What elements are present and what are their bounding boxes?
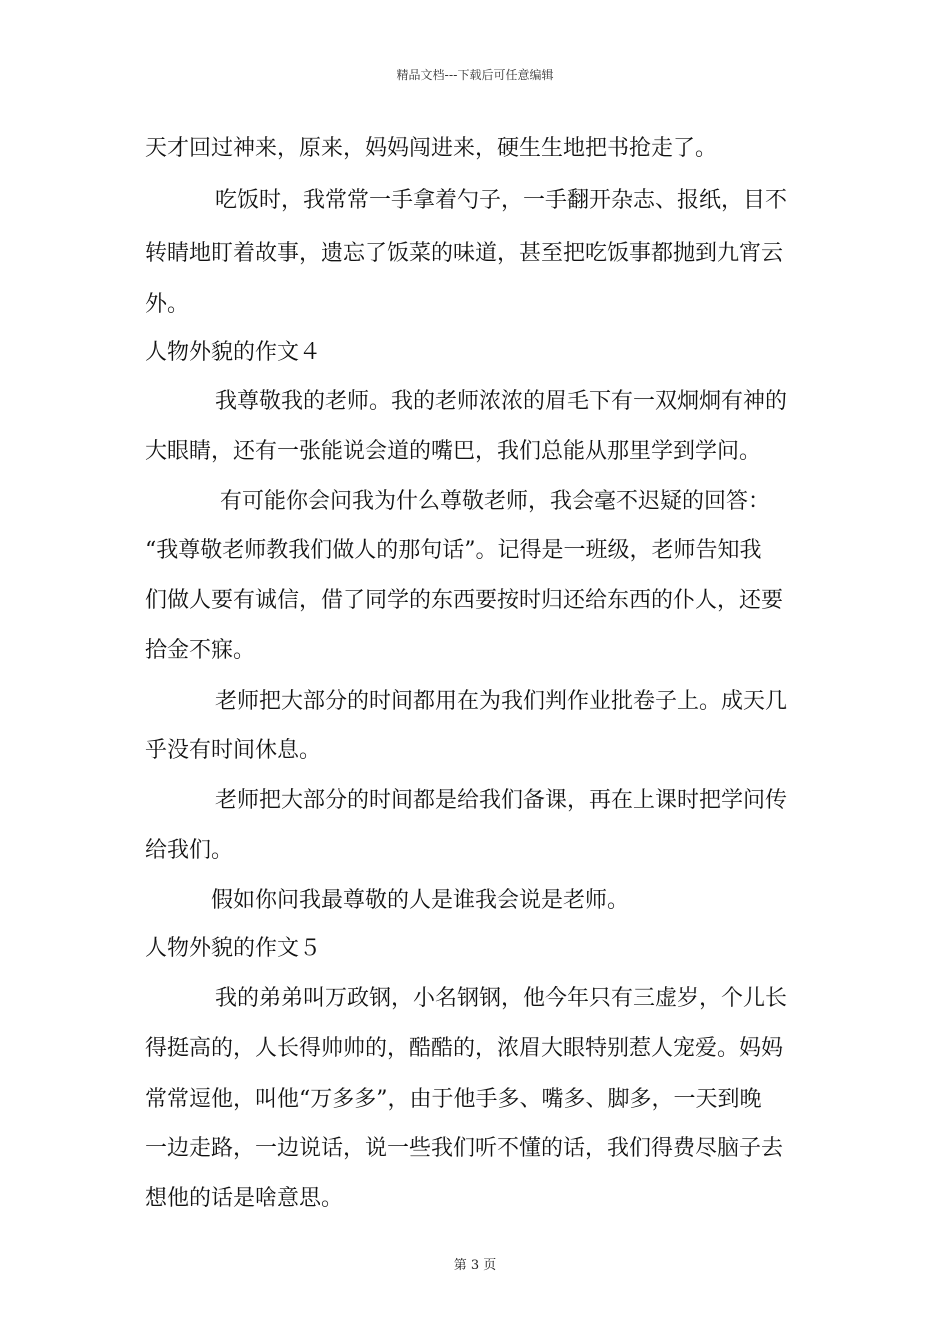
text-line: 常常逗他，叫他“万多多”，由于他手多、嘴多、脚多，一天到晚: [145, 1087, 762, 1112]
text-line: 想他的话是啥意思。: [145, 1186, 344, 1211]
text-line: 一边走路，一边说话，说一些我们听不懂的话，我们得费尽脑子去: [145, 1136, 784, 1161]
text-line: 乎没有时间休息。: [145, 738, 322, 763]
text-line: 老师把大部分的时间都是给我们备课，再在上课时把学问传: [215, 788, 788, 813]
text-line: 得挺高的，人长得帅帅的，酷酷的，浓眉大眼特别惹人宠爱。妈妈: [145, 1036, 784, 1061]
text-line: 外。: [145, 292, 190, 317]
text-line: 转睛地盯着故事，遗忘了饭菜的味道，甚至把吃饭事都抛到九宵云: [145, 241, 784, 266]
text-line: 老师把大部分的时间都用在为我们判作业批卷子上。成天几: [215, 689, 788, 714]
text-line: 我尊敬我的老师。我的老师浓浓的眉毛下有一双炯炯有神的: [215, 389, 788, 414]
text-line: “我尊敬老师教我们做人的那句话”。记得是一班级，老师告知我: [145, 538, 762, 563]
page-number: 第 3 页: [453, 1258, 497, 1273]
text-line: 给我们。: [145, 838, 234, 863]
page-header: 精品文档---下载后可任意编辑: [396, 68, 554, 82]
text-line: 拾金不寐。: [145, 638, 256, 663]
section-heading: 人物外貌的作文５: [145, 936, 322, 961]
text-line: 我的弟弟叫万政钢，小名钢钢，他今年只有三虚岁，个儿长: [215, 986, 788, 1011]
text-line: 大眼睛，还有一张能说会道的嘴巴，我们总能从那里学到学问。: [145, 439, 762, 464]
text-line: 有可能你会问我为什么尊敬老师，我会毫不迟疑的回答：: [220, 489, 771, 514]
text-line: 天才回过神来，原来，妈妈闯进来，硬生生地把书抢走了。: [145, 136, 718, 161]
text-line: 假如你问我最尊敬的人是谁我会说是老师。: [211, 888, 630, 913]
section-heading: 人物外貌的作文４: [145, 340, 322, 365]
text-line: 吃饭时，我常常一手拿着勺子，一手翻开杂志、报纸，目不: [215, 188, 788, 213]
text-line: 们做人要有诚信，借了同学的东西要按时归还给东西的仆人，还要: [145, 588, 784, 613]
